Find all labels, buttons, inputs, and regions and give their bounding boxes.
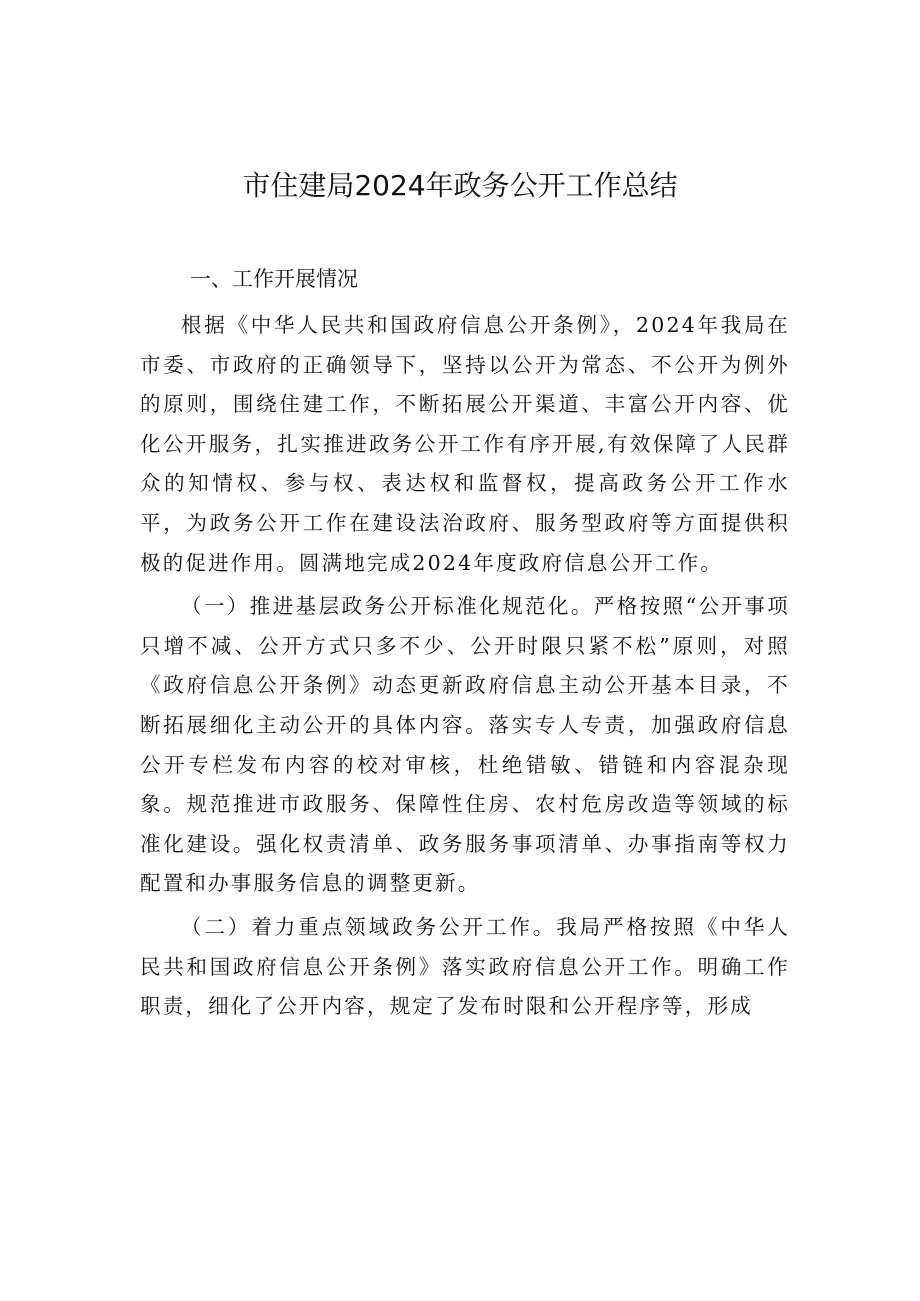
document-body <box>140 306 790 1027</box>
paragraph-intro: 根据《中华人民共和国政府信息公开条例》，2024年我局在市委、市政府的正确领导下，坚持以公开为常态、不公开为例外的原则，围绕住建工作，不断拓展公开渠道、丰富公开内容、优化公开服务，扎实推进政务公开工作有序开展,有效保障了人民群众的知情权、参与权、表达权和监督权，提高政务公开工作水平，为政务公开工作在建设法治政府、服务型政府等方面提供积极的促进作用。圆满地完成2024年度政府信息公开工作。 <box>140 313 790 575</box>
section-heading: 一、工作开展情况 <box>190 267 358 291</box>
paragraph-item-2: （二）着力重点领域政务公开工作。我局严格按照《中华人民共和国政府信息公开条例》落实政府信息公开工作。明确工作职责，细化了公开内容，规定了发布时限和公开程序等，形成 <box>140 914 790 1019</box>
paragraph-item-1: （一）推进基层政务公开标准化规范化。严格按照“公开事项只增不减、公开方式只多不少、公开时限只紧不松”原则，对照《政府信息公开条例》动态更新政府信息主动公开基本目录，不断拓展细化主动公开的具体内容。落实专人专责，加强政府信息公开专栏发布内容的校对审核，杜绝错敏、错链和内容混杂现象。规范推进市政服务、保障性住房、农村危房改造等领域的标准化建设。强化权责清单、政务服务事项清单、办事指南等权力配置和办事服务信息的调整更新。 <box>140 594 790 896</box>
document-title: 市住建局2024年政务公开工作总结 <box>242 169 678 202</box>
